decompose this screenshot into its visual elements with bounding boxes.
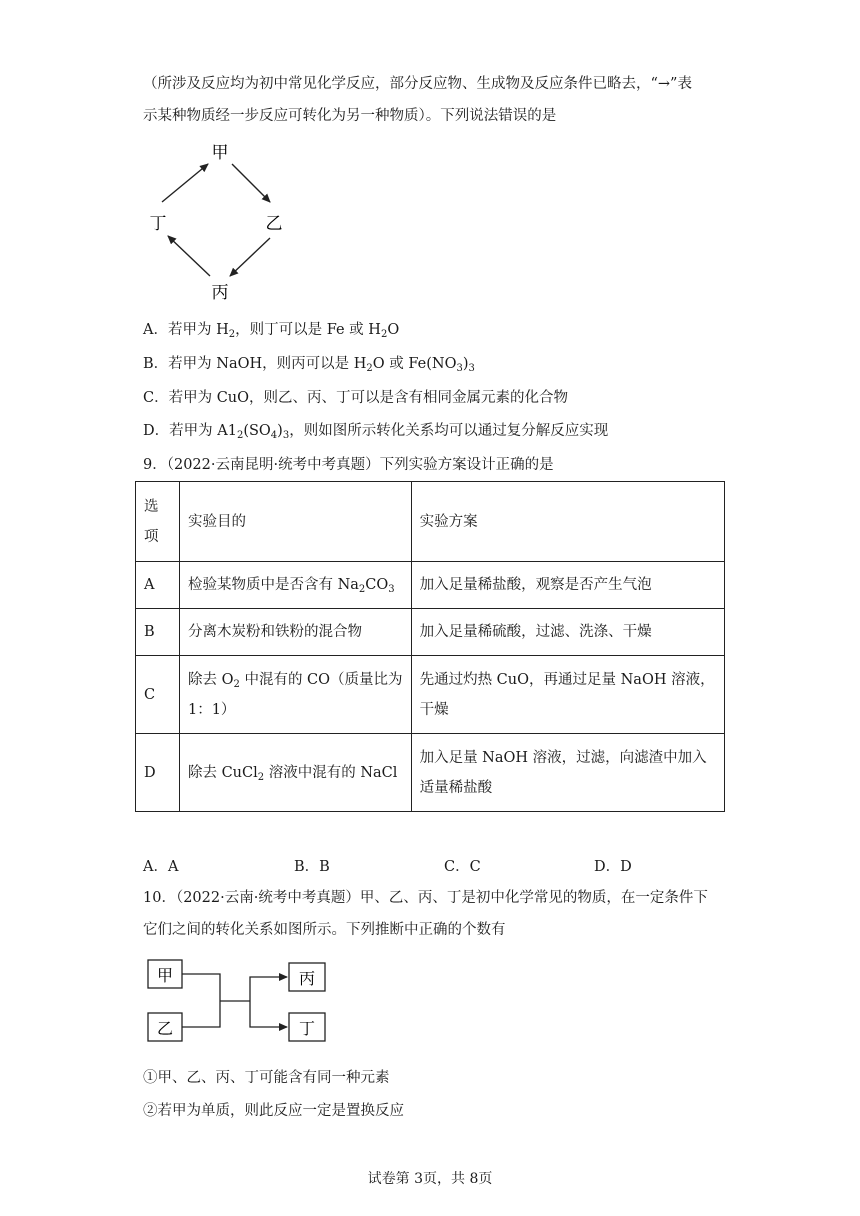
- q10-item-2: ②若甲为单质，则此反应一定是置换反应: [143, 1103, 404, 1119]
- table-row: [136, 656, 725, 734]
- q8-option-a: A．若甲为 $H_2$，则丁可以是 Fe 或 $H_2O$: [143, 322, 400, 340]
- node-ding: 丁: [149, 214, 167, 234]
- arrow-bing-to-ding: [168, 236, 210, 276]
- table-row: [136, 609, 725, 656]
- q9-option-c: C．C: [444, 859, 481, 875]
- row-plan: 加入足量稀盐酸，观察是否产生气泡: [411, 562, 724, 609]
- reaction-diagram: [146, 958, 336, 1048]
- row-key: A: [136, 562, 180, 609]
- q8-option-b: B．若甲为 NaOH，则丙可以是 $H_2O$ 或 $Fe(NO_3)_3$: [143, 356, 475, 374]
- table-row: [136, 734, 725, 812]
- header-option: 选 项: [136, 482, 180, 562]
- q8-option-c: C．若甲为 CuO，则乙、丙、丁可以是含有相同金属元素的化合物: [143, 390, 569, 406]
- q9-stem: 9．（2022·云南昆明·统考中考真题）下列实验方案设计正确的是: [143, 457, 554, 473]
- node-jia: 甲: [211, 143, 229, 163]
- row-plan: 加入足量 NaOH 溶液，过滤，向滤渣中加入 适量稀盐酸: [411, 734, 724, 812]
- q10-item-1: ①甲、乙、丙、丁可能含有同一种元素: [143, 1070, 390, 1086]
- label-jia: 甲: [156, 966, 174, 985]
- q9-option-b: B．B: [294, 859, 330, 875]
- label-bing: 丙: [298, 969, 316, 988]
- row-key: C: [136, 656, 180, 734]
- node-bing: 丙: [211, 283, 229, 303]
- intro-line-2: 示某种物质经一步反应可转化为另一种物质）。下列说法错误的是: [143, 108, 557, 124]
- arrow-ding-to-jia: [162, 164, 208, 202]
- arrow-yi-to-bing: [230, 238, 270, 276]
- q8-option-d: D．若甲为 $A1_2(SO_4)_3$，则如图所示转化关系均可以通过复分解反应实现: [143, 423, 609, 441]
- header-purpose: 实验目的: [179, 482, 411, 562]
- q9-table: [135, 481, 725, 812]
- row-key: B: [136, 609, 180, 656]
- arrow-to-bing: [250, 977, 287, 1001]
- q10-stem-line-1: 10．（2022·云南·统考中考真题）甲、乙、丙、丁是初中化学常见的物质，在一定条件下: [143, 890, 708, 906]
- intro-line-1: （所涉及反应均为初中常见化学反应，部分反应物、生成物及反应条件已略去，“→”表: [143, 76, 692, 92]
- arrow-jia-to-yi: [232, 164, 270, 202]
- label-ding: 丁: [298, 1019, 316, 1038]
- node-yi: 乙: [265, 214, 283, 234]
- cycle-diagram: [140, 138, 300, 308]
- label-yi: 乙: [156, 1019, 174, 1038]
- bracket-line: [182, 974, 220, 1027]
- row-plan: 先通过灼热 CuO，再通过足量 NaOH 溶液， 干燥: [411, 656, 724, 734]
- q10-stem-line-2: 它们之间的转化关系如图所示。下列推断中正确的个数有: [143, 922, 506, 938]
- table-row: [136, 562, 725, 609]
- row-key: D: [136, 734, 180, 812]
- header-plan: 实验方案: [411, 482, 724, 562]
- arrow-to-ding: [250, 1001, 287, 1027]
- page-footer: 试卷第 3页，共 8页: [367, 1171, 493, 1187]
- row-plan: 加入足量稀硫酸，过滤、洗涤、干燥: [411, 609, 724, 656]
- q9-option-d: D．D: [594, 859, 632, 875]
- row-purpose: 除去 CuCl$_2$ 溶液中混有的 NaCl: [179, 734, 411, 812]
- row-purpose: 分离木炭粉和铁粉的混合物: [179, 609, 411, 656]
- table-header-row: [136, 482, 725, 562]
- row-purpose: 检验某物质中是否含有 $Na_2CO_3$: [179, 562, 411, 609]
- row-purpose: 除去 $O_2$ 中混有的 CO（质量比为 1：1）: [179, 656, 411, 734]
- q9-option-a: A．A: [143, 859, 179, 875]
